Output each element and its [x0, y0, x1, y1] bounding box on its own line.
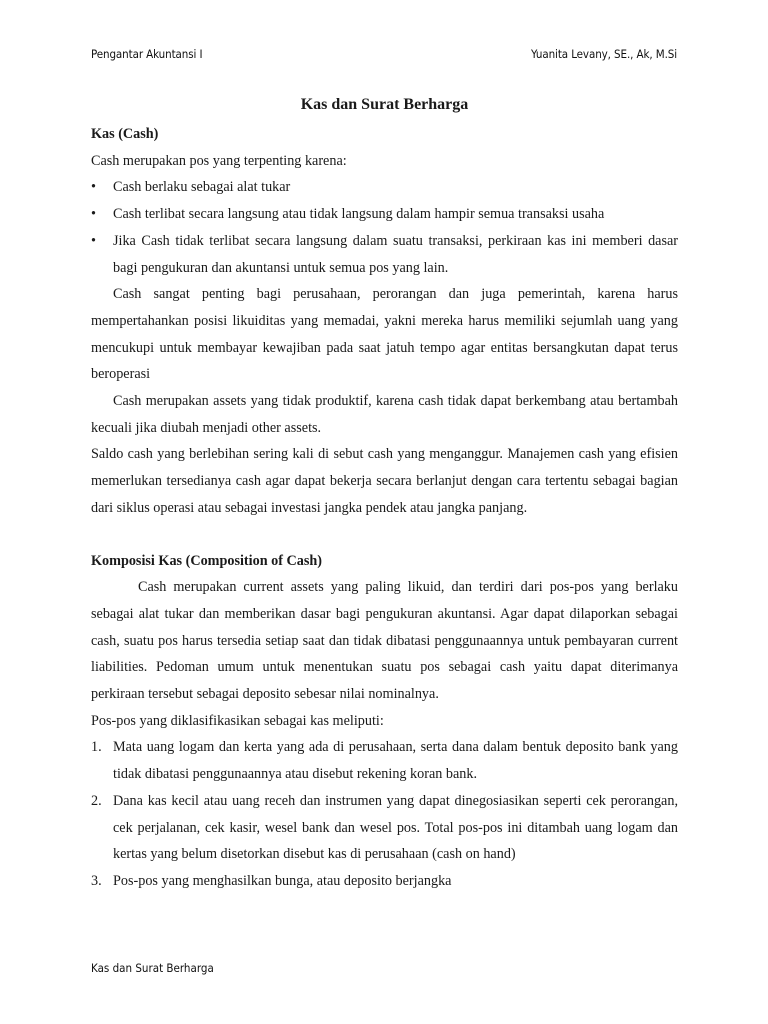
header-course: Pengantar Akuntansi I: [91, 47, 203, 61]
header-author: Yuanita Levany, SE., Ak, M.Si: [531, 47, 677, 61]
document-title: Kas dan Surat Berharga: [300, 96, 469, 113]
numbered-item: [91, 868, 678, 895]
bullet-text: Cash berlaku sebagai alat tukar: [113, 179, 291, 196]
section1-paragraph: Cash merupakan assets yang tidak produktif, karena cash tidak dapat berkembang atau bertambah kecuali jika diubah menjadi other assets.: [91, 393, 678, 436]
item-text: Pos-pos yang menghasilkan bunga, atau deposito berjangka: [113, 872, 452, 889]
section2-numbered-list: [91, 734, 678, 894]
bullet-text: Cash terlibat secara langsung atau tidak langsung dalam hampir semua transaksi usaha: [113, 206, 605, 223]
section1-paragraph: Saldo cash yang berlebihan sering kali di sebut cash yang menganggur. Manajemen cash yang efisien memerlukan tersedianya cash agar dapat bekerja secara berlanjut dengan cara tertentu sebagai bagian dari siklus operasi atau sebagai investasi jangka pendek atau jangka panjang.: [91, 446, 678, 516]
bullet-marker: •: [91, 206, 96, 223]
item-number: 3.: [91, 872, 102, 889]
bullet-item: [91, 201, 678, 228]
numbered-item: [91, 788, 678, 868]
bullet-item: [91, 174, 678, 201]
footer-title: Kas dan Surat Berharga: [91, 961, 214, 975]
document-body: [91, 90, 678, 895]
section1-intro: Cash merupakan pos yang terpenting karena:: [91, 152, 347, 169]
bullet-item: [91, 228, 678, 281]
item-text: Mata uang logam dan kerta yang ada di perusahaan, serta dana dalam bentuk deposito bank yang tidak dibatasi penggunaannya atau disebut rekening koran bank.: [113, 739, 678, 783]
bullet-marker: •: [91, 179, 96, 196]
bullet-marker: •: [91, 232, 96, 249]
spacer: [91, 522, 678, 548]
bullet-text: Jika Cash tidak terlibat secara langsung dalam suatu transaksi, perkiraan kas ini memberi dasar bagi pengukuran dan akuntansi untuk semua pos yang lain.: [113, 232, 678, 276]
item-number: 1.: [91, 739, 102, 756]
section1-paragraph: Cash sangat penting bagi perusahaan, perorangan dan juga pemerintah, karena harus mempertahankan posisi likuiditas yang memadai, yakni mereka harus memiliki sejumlah uang yang mencukupi untuk membayar kewajiban pada saat jatuh tempo agar entitas bersangkutan dapat terus beroperasi: [91, 286, 678, 383]
section-heading-komposisi: Komposisi Kas (Composition of Cash): [91, 552, 322, 569]
section2-intro: Pos-pos yang diklasifikasikan sebagai kas meliputi:: [91, 712, 384, 729]
item-number: 2.: [91, 792, 102, 809]
section2-paragraph: Cash merupakan current assets yang paling likuid, dan terdiri dari pos-pos yang berlaku sebagai alat tukar dan memberikan dasar bagi pengukuran akuntansi. Agar dapat dilaporkan sebagai cash, suatu pos harus tersedia setiap saat dan tidak dibatasi penggunaannya untuk pembayaran current liabilities. Pedoman umum untuk menentukan suatu pos sebagai cash yaitu dapat diterimanya perkiraan tersebut sebagai deposito sebesar nilai nominalnya.: [91, 579, 678, 703]
section1-bullet-list: [91, 174, 678, 281]
numbered-item: [91, 734, 678, 787]
item-text: Dana kas kecil atau uang receh dan instrumen yang dapat dinegosiasikan seperti cek perorangan, cek perjalanan, cek kasir, wesel bank dan wesel pos. Total pos-pos ini ditambah uang logam dan kertas yang belum disetorkan disebut kas di perusahaan (cash on hand): [113, 792, 678, 863]
section-heading-kas: Kas (Cash): [91, 126, 159, 142]
